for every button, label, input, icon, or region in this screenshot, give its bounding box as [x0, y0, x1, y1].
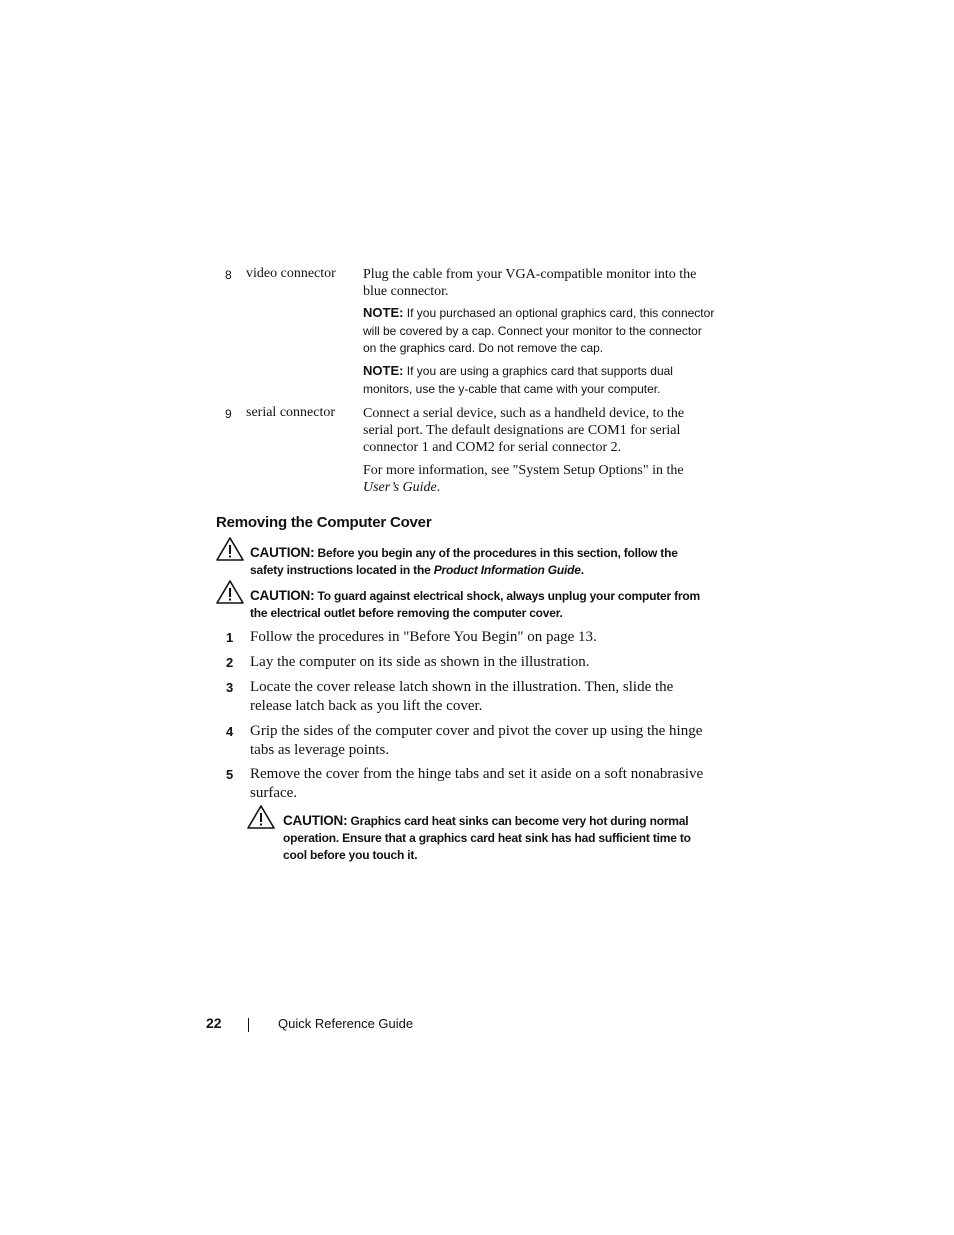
section-title: Removing the Computer Cover	[216, 514, 432, 531]
more-info-title: User’s Guide	[363, 480, 437, 495]
connector-description: Plug the cable from your VGA-compatible monitor into the blue connector.	[363, 267, 697, 299]
step-text: Remove the cover from the hinge tabs and set it aside on a soft nonabrasive surface.	[250, 766, 704, 801]
note-text: If you are using a graphics card that supports dual monitors, use the y-cable that came with your computer.	[363, 364, 673, 396]
caution-text: Before you begin any of the procedures in this section, follow the safety instructions located in the	[250, 546, 678, 577]
step-text: Follow the procedures in "Before You Begin" on page 13.	[250, 629, 597, 645]
step-number: 4	[226, 724, 234, 739]
connector-number: 9	[225, 407, 232, 421]
note-block	[363, 304, 715, 358]
step-number: 1	[226, 630, 234, 645]
note-prefix: NOTE:	[363, 363, 404, 378]
note-text: If you purchased an optional graphics card, this connector will be covered by a cap. Connect your monitor to the connector on the graphics card. Do not remove the cap.	[363, 306, 715, 355]
caution-prefix: CAUTION:	[283, 813, 348, 828]
connector-number: 8	[225, 268, 232, 282]
more-info-suffix: .	[436, 480, 441, 495]
caution-block	[250, 544, 710, 579]
footer-title: Quick Reference Guide	[278, 1016, 414, 1031]
step-number: 5	[226, 767, 234, 782]
warning-icon	[215, 579, 245, 605]
note-prefix: NOTE:	[363, 305, 404, 320]
step-text: Lay the computer on its side as shown in the illustration.	[250, 654, 590, 670]
caution-prefix: CAUTION:	[250, 588, 315, 603]
caution-prefix: CAUTION:	[250, 545, 315, 560]
step-number: 2	[226, 655, 234, 670]
warning-icon	[215, 536, 245, 562]
step-text: Locate the cover release latch shown in the illustration. Then, slide the release latch back as you lift the cover.	[250, 679, 674, 714]
caution-suffix: .	[580, 563, 584, 577]
more-info-text	[363, 462, 713, 496]
caution-text: To guard against electrical shock, always unplug your computer from the electrical outlet before removing the computer cover.	[250, 589, 700, 620]
caution-block	[283, 812, 713, 864]
page-number: 22	[206, 1015, 222, 1031]
step-text: Grip the sides of the computer cover and pivot the cover up using the hinge tabs as leverage points.	[250, 723, 703, 758]
step-number: 3	[226, 680, 234, 695]
caution-block	[250, 587, 715, 622]
connector-label: video connector	[246, 266, 336, 281]
footer-divider	[248, 1018, 249, 1032]
note-block	[363, 362, 715, 398]
caution-text: Graphics card heat sinks can become very hot during normal operation. Ensure that a graphics card heat sink has had sufficient time to cool before you touch it.	[283, 814, 691, 862]
warning-icon	[246, 804, 276, 830]
more-info-prefix: For more information, see "System Setup Options" in the	[363, 463, 684, 478]
connector-description: Connect a serial device, such as a handheld device, to the serial port. The default designations are COM1 for serial connector 1 and COM2 for serial connector 2.	[363, 406, 685, 455]
connector-label: serial connector	[246, 405, 336, 420]
caution-title: Product Information Guide	[433, 563, 581, 577]
